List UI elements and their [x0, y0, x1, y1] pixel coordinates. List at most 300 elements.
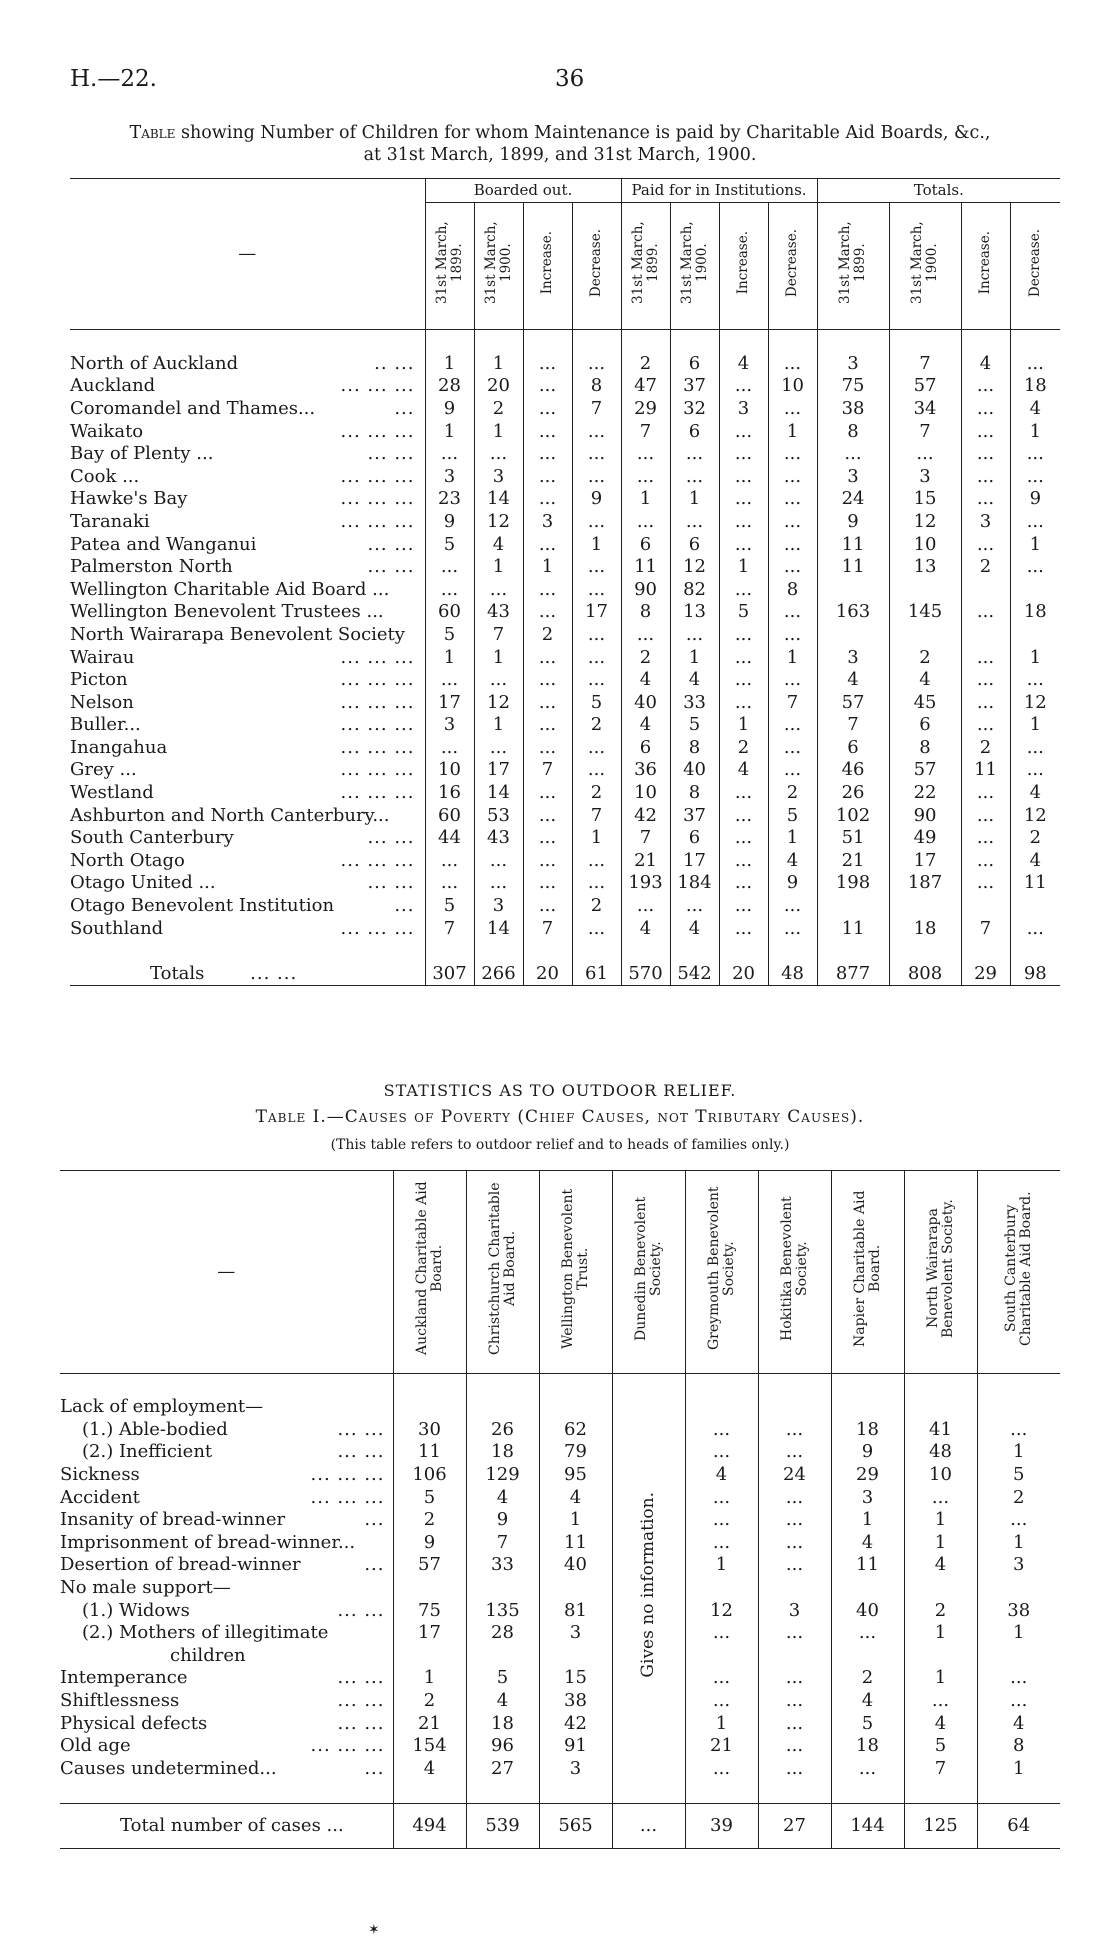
cause-name: Accident [60, 1486, 140, 1508]
value-cell: 62 [539, 1419, 612, 1442]
value-cell: ... [425, 872, 474, 895]
value-cell: 1 [904, 1667, 977, 1690]
value-cell: 1 [474, 714, 523, 737]
dot-leaders: ... [364, 1554, 385, 1576]
value-cell: 9 [1010, 488, 1060, 511]
cause-label [60, 1667, 393, 1690]
district-label [70, 488, 425, 511]
value-cell: 16 [425, 782, 474, 805]
value-cell: 1 [1010, 534, 1060, 557]
value-cell: 1 [977, 1622, 1060, 1645]
value-cell: 33 [670, 692, 719, 715]
value-cell: ... [474, 850, 523, 873]
value-cell: ... [523, 872, 572, 895]
value-cell: 7 [572, 805, 621, 828]
value-cell [817, 579, 889, 602]
table1-row [70, 353, 1060, 376]
value-cell: ... [719, 692, 768, 715]
value-cell: ... [768, 511, 817, 534]
value-cell: 18 [466, 1713, 539, 1736]
subhead-decrease: Decrease. [784, 228, 801, 297]
subhead-increase: Increase. [539, 230, 555, 295]
column-header [758, 1171, 831, 1374]
value-cell: 2 [719, 737, 768, 760]
table1-title-line2: at 31st March, 1899, and 31st March, 1900. [363, 145, 757, 165]
total-cell: 307 [425, 963, 474, 986]
value-cell: ... [719, 872, 768, 895]
value-cell: 2 [889, 647, 961, 670]
value-cell: 6 [621, 737, 670, 760]
value-cell: ... [977, 1667, 1060, 1690]
value-cell: ... [961, 714, 1010, 737]
district-name: Inangahua [70, 736, 168, 758]
district-label [70, 647, 425, 670]
value-cell: 8 [621, 601, 670, 624]
district-name: Patea and Wanganui [70, 533, 257, 555]
value-cell: 1 [768, 827, 817, 850]
total-cell: 542 [670, 963, 719, 986]
value-cell: 6 [621, 534, 670, 557]
value-cell: ... [719, 805, 768, 828]
table2-row [60, 1713, 1060, 1736]
value-cell: 10 [904, 1464, 977, 1487]
value-cell: ... [425, 579, 474, 602]
causes-of-poverty-table [60, 1170, 1060, 1849]
value-cell: 75 [817, 375, 889, 398]
district-name: Southland [70, 917, 164, 939]
value-cell [817, 895, 889, 918]
cause-name: Imprisonment of bread-winner... [60, 1531, 356, 1553]
table1-row [70, 511, 1060, 534]
district-name: North Otago [70, 849, 185, 871]
value-cell: 4 [539, 1487, 612, 1510]
value-cell: ... [572, 737, 621, 760]
value-cell: 4 [1010, 398, 1060, 421]
value-cell: 8 [572, 375, 621, 398]
value-cell: 102 [817, 805, 889, 828]
value-cell: 7 [523, 759, 572, 782]
value-cell: 1 [474, 353, 523, 376]
total-cell: 808 [889, 963, 961, 986]
district-name: Coromandel and Thames... [70, 397, 316, 419]
district-name: Bay of Plenty ... [70, 443, 214, 465]
value-cell: 12 [889, 511, 961, 534]
value-cell: 33 [466, 1554, 539, 1577]
table2-row [60, 1441, 1060, 1464]
subhead-increase: Increase. [735, 230, 752, 295]
total-cell: 27 [758, 1803, 831, 1848]
value-cell: 26 [466, 1419, 539, 1442]
value-cell: 40 [831, 1600, 904, 1623]
value-cell: ... [719, 647, 768, 670]
district-label [70, 443, 425, 466]
value-cell: 10 [425, 759, 474, 782]
cause-label [60, 1532, 393, 1555]
value-cell: ... [719, 375, 768, 398]
cause-name: Sickness [60, 1463, 140, 1485]
table1-row [70, 850, 1060, 873]
district-name: Cook ... [70, 465, 140, 487]
value-cell: 5 [977, 1464, 1060, 1487]
value-cell: ... [719, 534, 768, 557]
value-cell: 37 [670, 375, 719, 398]
cause-name: (2.) Mothers of illegitimate [82, 1622, 329, 1644]
value-cell: ... [572, 511, 621, 534]
value-cell: ... [523, 421, 572, 444]
total-cell: ... [612, 1803, 685, 1848]
value-cell: 29 [831, 1464, 904, 1487]
column-header [393, 1171, 466, 1374]
value-cell: 10 [621, 782, 670, 805]
value-cell [831, 1645, 904, 1668]
value-cell: ... [572, 850, 621, 873]
value-cell: 193 [621, 872, 670, 895]
value-cell: 11 [961, 759, 1010, 782]
value-cell: 10 [768, 375, 817, 398]
cause-label [60, 1600, 393, 1623]
subhead-decrease: Decrease. [588, 228, 604, 297]
value-cell: 11 [817, 918, 889, 941]
cause-name: (2.) Inefficient [82, 1441, 213, 1463]
value-cell: 43 [474, 827, 523, 850]
value-cell: ... [670, 466, 719, 489]
district-label [70, 398, 425, 421]
value-cell: 2 [572, 782, 621, 805]
value-cell: 4 [466, 1690, 539, 1713]
value-cell: 57 [889, 375, 961, 398]
value-cell: ... [572, 872, 621, 895]
value-cell: ... [621, 511, 670, 534]
value-cell: 4 [621, 669, 670, 692]
value-cell: 1 [539, 1509, 612, 1532]
cause-name: Lack of employment— [60, 1396, 264, 1418]
dot-leaders: ... [394, 895, 415, 917]
value-cell [961, 895, 1010, 918]
value-cell: 1 [670, 488, 719, 511]
table1-row [70, 443, 1060, 466]
value-cell: 106 [393, 1464, 466, 1487]
value-cell: ... [961, 488, 1010, 511]
value-cell: ... [572, 647, 621, 670]
table2-title: Table I.—Causes of Poverty (Chief Causes, not Tributary Causes). [255, 1107, 865, 1127]
value-cell: 7 [817, 714, 889, 737]
value-cell: 7 [889, 421, 961, 444]
value-cell: 28 [466, 1622, 539, 1645]
total-cell: 539 [466, 1803, 539, 1848]
subhead-1899: 31st March, 1899. [433, 221, 465, 304]
value-cell: ... [768, 918, 817, 941]
dot-leaders: ... ... ... [340, 420, 415, 442]
value-cell: ... [758, 1532, 831, 1555]
cause-label [60, 1690, 393, 1713]
column-header-text: Hokitika Benevolent Society. [778, 1196, 810, 1341]
value-cell: 4 [621, 918, 670, 941]
value-cell: ... [768, 759, 817, 782]
district-name: Wairau [70, 646, 135, 668]
value-cell [831, 1577, 904, 1600]
value-cell: 17 [425, 692, 474, 715]
value-cell [904, 1645, 977, 1668]
value-cell: ... [961, 466, 1010, 489]
district-label [70, 895, 425, 918]
value-cell: ... [425, 669, 474, 692]
district-label [70, 714, 425, 737]
value-cell: 1 [977, 1441, 1060, 1464]
children-maintenance-table [70, 178, 1060, 986]
value-cell: 57 [393, 1554, 466, 1577]
value-cell: 5 [393, 1487, 466, 1510]
value-cell: 3 [474, 466, 523, 489]
value-cell: ... [719, 488, 768, 511]
district-name: Grey ... [70, 759, 137, 781]
value-cell: ... [425, 556, 474, 579]
cause-label [60, 1441, 393, 1464]
value-cell: ... [719, 443, 768, 466]
value-cell: 23 [425, 488, 474, 511]
value-cell: 1 [904, 1622, 977, 1645]
value-cell: ... [719, 466, 768, 489]
dot-leaders: ... ... ... [340, 646, 415, 668]
column-header [612, 1171, 685, 1374]
district-label [70, 421, 425, 444]
value-cell: ... [719, 511, 768, 534]
dunedin-no-information: Gives no information. [638, 1492, 659, 1678]
value-cell: ... [768, 624, 817, 647]
cause-label [60, 1577, 393, 1600]
value-cell: ... [758, 1419, 831, 1442]
table2-row [60, 1554, 1060, 1577]
table1-totals-row [70, 963, 1060, 986]
value-cell: 18 [889, 918, 961, 941]
value-cell: ... [719, 918, 768, 941]
value-cell: ... [523, 647, 572, 670]
value-cell: 51 [817, 827, 889, 850]
value-cell: 12 [685, 1600, 758, 1623]
value-cell: 43 [474, 601, 523, 624]
value-cell: ... [961, 850, 1010, 873]
table1-row [70, 759, 1060, 782]
dot-leaders: ... [394, 397, 415, 419]
printer-mark-icon: ✶ [368, 1922, 380, 1938]
value-cell: 17 [572, 601, 621, 624]
value-cell: ... [977, 1419, 1060, 1442]
value-cell: ... [961, 782, 1010, 805]
value-cell: 2 [768, 782, 817, 805]
value-cell: ... [758, 1554, 831, 1577]
value-cell: 3 [831, 1487, 904, 1510]
value-cell: 11 [817, 556, 889, 579]
value-cell: 3 [817, 647, 889, 670]
value-cell: 26 [817, 782, 889, 805]
column-header [685, 1171, 758, 1374]
cause-label [60, 1735, 393, 1758]
value-cell: 4 [670, 669, 719, 692]
value-cell: 4 [621, 714, 670, 737]
value-cell: ... [961, 421, 1010, 444]
value-cell: 1 [425, 421, 474, 444]
value-cell: 95 [539, 1464, 612, 1487]
value-cell: 47 [621, 375, 670, 398]
value-cell: ... [425, 443, 474, 466]
value-cell: 11 [621, 556, 670, 579]
value-cell: ... [758, 1758, 831, 1781]
district-label [70, 556, 425, 579]
value-cell: ... [768, 534, 817, 557]
value-cell [393, 1396, 466, 1419]
value-cell: 5 [425, 624, 474, 647]
value-cell: 1 [685, 1713, 758, 1736]
value-cell: ... [719, 624, 768, 647]
table2-body [60, 1396, 1060, 1780]
value-cell: 7 [523, 918, 572, 941]
value-cell: ... [670, 895, 719, 918]
value-cell: ... [523, 534, 572, 557]
value-cell: ... [904, 1690, 977, 1713]
value-cell: 1 [685, 1554, 758, 1577]
value-cell: ... [768, 488, 817, 511]
value-cell: 18 [1010, 375, 1060, 398]
value-cell: 2 [572, 714, 621, 737]
value-cell: ... [758, 1735, 831, 1758]
table2-row [60, 1509, 1060, 1532]
value-cell: 7 [621, 421, 670, 444]
table1-row [70, 872, 1060, 895]
value-cell: 14 [474, 918, 523, 941]
dot-leaders: ... ... [367, 872, 415, 894]
group-totals: Totals. [817, 179, 1060, 203]
value-cell: 38 [817, 398, 889, 421]
value-cell: 4 [961, 353, 1010, 376]
value-cell: ... [758, 1487, 831, 1510]
dot-leaders: ... ... [337, 1689, 385, 1711]
value-cell: 38 [977, 1600, 1060, 1623]
total-cell: 565 [539, 1803, 612, 1848]
cause-name: Physical defects [60, 1712, 208, 1734]
value-cell: 1 [425, 353, 474, 376]
total-cell: 39 [685, 1803, 758, 1848]
value-cell [539, 1577, 612, 1600]
value-cell: ... [474, 737, 523, 760]
value-cell: ... [961, 443, 1010, 466]
value-cell: 1 [474, 647, 523, 670]
cause-label [60, 1622, 393, 1645]
value-cell [889, 895, 961, 918]
table1-row [70, 895, 1060, 918]
value-cell: ... [523, 398, 572, 421]
value-cell: 11 [539, 1532, 612, 1555]
column-header-text: Christchurch Charitable Aid Board. [486, 1182, 518, 1355]
table1-row [70, 601, 1060, 624]
value-cell: 8 [889, 737, 961, 760]
value-cell: 4 [831, 1532, 904, 1555]
value-cell [1010, 895, 1060, 918]
dot-leaders: ... ... [337, 1418, 385, 1440]
value-cell: ... [572, 918, 621, 941]
value-cell: ... [474, 872, 523, 895]
value-cell [831, 1396, 904, 1419]
value-cell: ... [572, 669, 621, 692]
value-cell: 2 [904, 1600, 977, 1623]
value-cell: 2 [1010, 827, 1060, 850]
value-cell: ... [523, 895, 572, 918]
value-cell: 4 [1010, 850, 1060, 873]
district-label [70, 782, 425, 805]
table2-row [60, 1758, 1060, 1781]
column-header-text: Dunedin Benevolent Society. [632, 1196, 664, 1341]
table1-row [70, 398, 1060, 421]
value-cell: 3 [889, 466, 961, 489]
dot-leaders: ... ... ... [340, 510, 415, 532]
value-cell: 18 [466, 1441, 539, 1464]
total-cell: 144 [831, 1803, 904, 1848]
table2-row [60, 1419, 1060, 1442]
value-cell: 57 [889, 759, 961, 782]
cause-label [60, 1509, 393, 1532]
value-cell: ... [523, 805, 572, 828]
value-cell: 2 [831, 1667, 904, 1690]
value-cell: 15 [539, 1667, 612, 1690]
table1-row [70, 488, 1060, 511]
value-cell: 17 [393, 1622, 466, 1645]
district-label [70, 759, 425, 782]
value-cell: 12 [1010, 805, 1060, 828]
value-cell: ... [474, 669, 523, 692]
column-header-text: North Wairarapa Benevolent Society. [924, 1199, 956, 1338]
value-cell [889, 624, 961, 647]
value-cell: ... [523, 601, 572, 624]
value-cell: ... [523, 466, 572, 489]
value-cell: 1 [393, 1667, 466, 1690]
value-cell [904, 1577, 977, 1600]
value-cell: 4 [685, 1464, 758, 1487]
value-cell: 7 [768, 692, 817, 715]
value-cell: 6 [889, 714, 961, 737]
value-cell: ... [768, 601, 817, 624]
value-cell: 3 [961, 511, 1010, 534]
document-code: H.—22. [70, 66, 157, 92]
value-cell [758, 1396, 831, 1419]
dot-leaders: ... ... ... [340, 736, 415, 758]
table1-body [70, 353, 1060, 940]
total-cell: 266 [474, 963, 523, 986]
value-cell: ... [977, 1509, 1060, 1532]
value-cell: 7 [621, 827, 670, 850]
column-header [831, 1171, 904, 1374]
value-cell: 3 [817, 353, 889, 376]
value-cell: 5 [719, 601, 768, 624]
value-cell [466, 1577, 539, 1600]
value-cell: ... [685, 1622, 758, 1645]
subhead-1899: 31st March, 1899. [837, 221, 869, 304]
table1-row [70, 782, 1060, 805]
table1-title-rest: showing Number of Children for whom Maintenance is paid by Charitable Aid Boards, &c., [180, 123, 991, 143]
dot-leaders: ... ... [337, 1441, 385, 1463]
district-label [70, 375, 425, 398]
value-cell [539, 1645, 612, 1668]
value-cell: ... [961, 375, 1010, 398]
dot-leaders: ... ... ... [310, 1735, 385, 1757]
dot-leaders: ... ... ... [340, 714, 415, 736]
dot-leaders: ... ... ... [340, 375, 415, 397]
value-cell: ... [523, 353, 572, 376]
value-cell: 44 [425, 827, 474, 850]
value-cell: ... [719, 895, 768, 918]
value-cell: 4 [831, 1690, 904, 1713]
value-cell: 5 [670, 714, 719, 737]
subhead-1899: 31st March, 1899. [629, 221, 661, 304]
value-cell: 12 [1010, 692, 1060, 715]
value-cell: ... [768, 895, 817, 918]
